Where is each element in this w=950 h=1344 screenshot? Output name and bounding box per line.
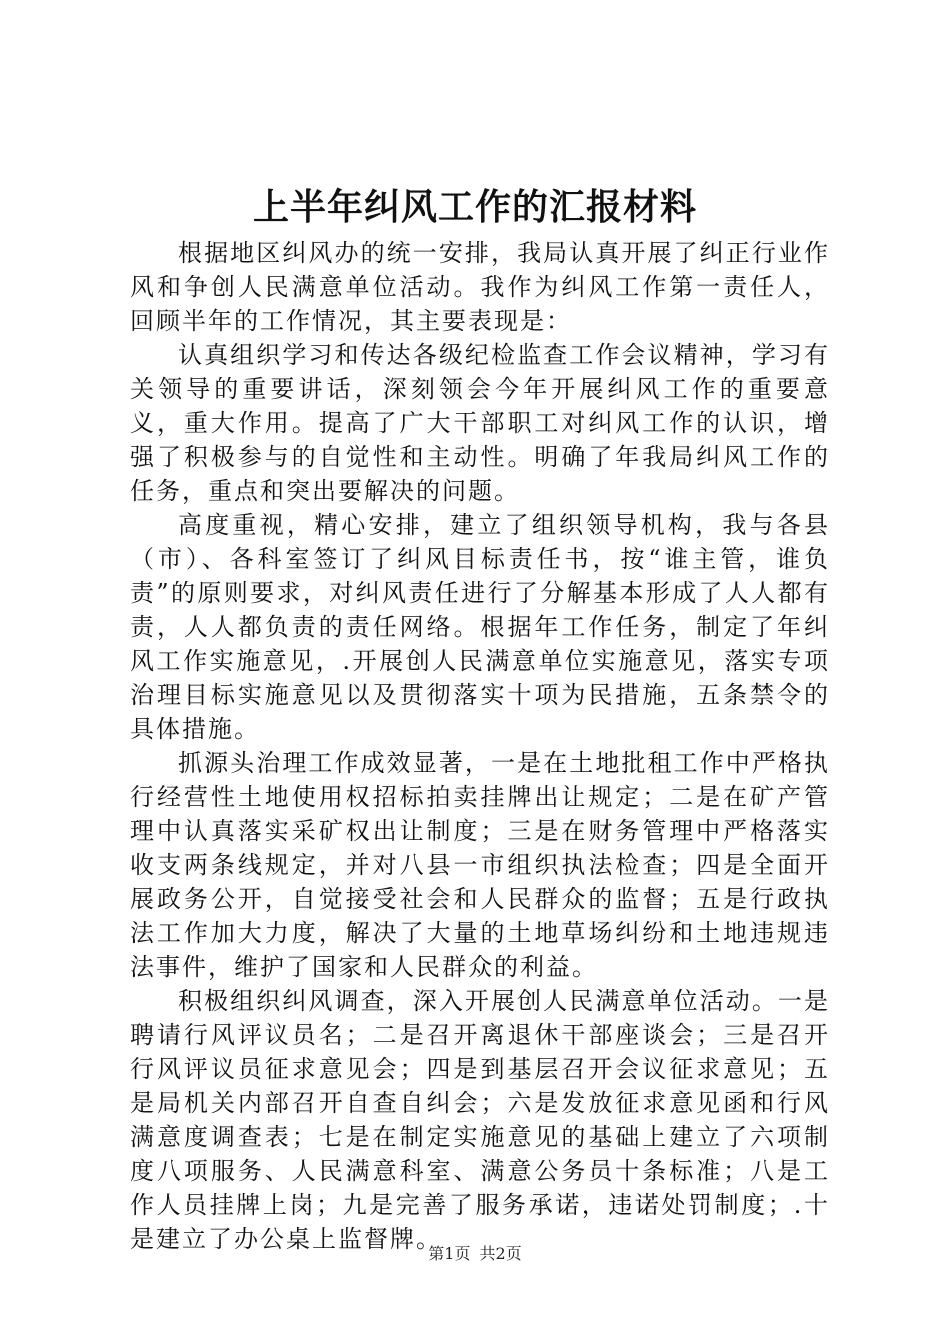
paragraph-intro: 根据地区纠风办的统一安排，我局认真开展了纠正行业作风和争创人民满意单位活动。我作为纠风工作第一责任人，回顾半年的工作情况，其主要表现是： bbox=[130, 239, 830, 335]
page-number-total: 共2页 bbox=[479, 1244, 522, 1263]
document-body bbox=[130, 236, 830, 1256]
paragraph-organization: 高度重视，精心安排，建立了组织领导机构，我与各县（市）、各科室签订了纠风目标责任书，按“谁主管，谁负责”的原则要求，对纠风责任进行了分解基本形成了人人都有责，人人都负责的责任网络。根据年工作任务，制定了年纠风工作实施意见，.开展创人民满意单位实施意见，落实专项治理目标实施意见以及贯彻落实十项为民措施，五条禁令的具体措施。 bbox=[130, 511, 830, 743]
paragraph-source-governance: 抓源头治理工作成效显著，一是在土地批租工作中严格执行经营性土地使用权招标拍卖挂牌出让规定；二是在矿产管理中认真落实采矿权出让制度；三是在财务管理中严格落实收支两条线规定，并对八县一市组织执法检查；四是全面开展政务公开，自觉接受社会和人民群众的监督；五是行政执法工作加大力度，解决了大量的土地草场纠纷和土地违规违法事件，维护了国家和人民群众的利益。 bbox=[130, 749, 830, 981]
paragraph-survey-activities: 积极组织纠风调查，深入开展创人民满意单位活动。一是聘请行风评议员名；二是召开离退休干部座谈会；三是召开行风评议员征求意见会；四是到基层召开会议征求意见；五是局机关内部召开自查自纠会；六是发放征求意见函和行风满意度调查表；七是在制定实施意见的基础上建立了六项制度八项服务、人民满意科室、满意公务员十条标准；八是工作人员挂牌上岗；九是完善了服务承诺，违诺处罚制度；.十是建立了办公桌上监督牌。 bbox=[130, 987, 830, 1253]
page-number-current: 第1页 bbox=[428, 1244, 471, 1263]
document-title: 上半年纠风工作的汇报材料 bbox=[252, 186, 697, 228]
paragraph-study: 认真组织学习和传达各级纪检监查工作会议精神，学习有关领导的重要讲话，深刻领会今年开展纠风工作的重要意义，重大作用。提高了广大干部职工对纠风工作的认识，增强了积极参与的自觉性和主动性。明确了年我局纠风工作的任务，重点和突出要解决的问题。 bbox=[130, 341, 830, 505]
page-footer bbox=[0, 1243, 950, 1265]
